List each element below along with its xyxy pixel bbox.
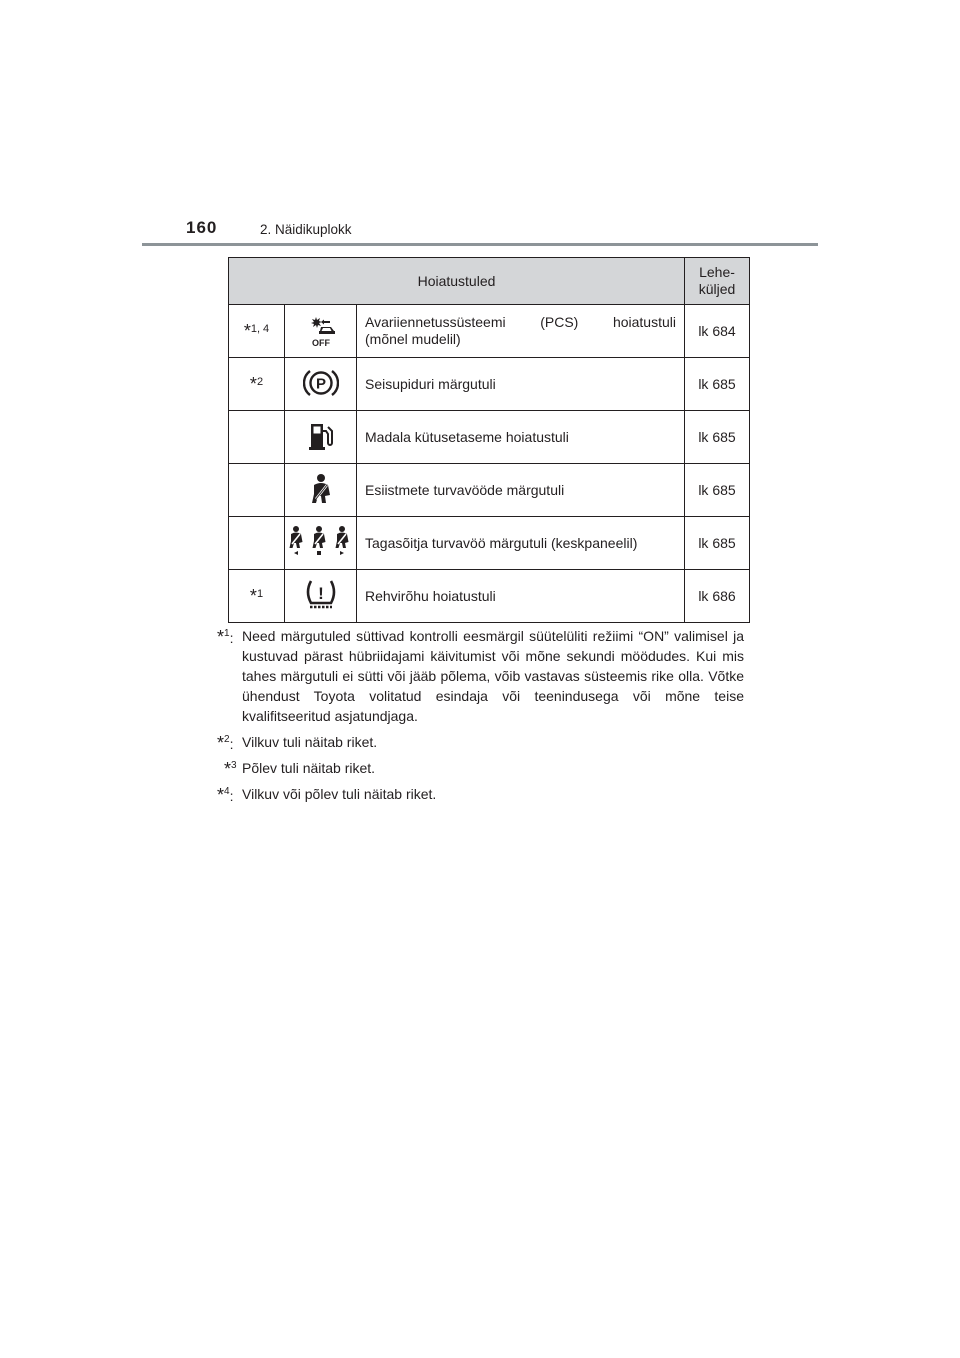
header-pages bbox=[685, 258, 750, 305]
parking-brake-icon bbox=[303, 368, 339, 398]
header-pages-text: Lehe- küljed bbox=[698, 264, 736, 297]
star-ref: *$^1$ bbox=[229, 570, 285, 623]
footnote bbox=[217, 758, 744, 778]
header-lights: Hoiatustuled bbox=[229, 258, 685, 305]
icon-cell bbox=[285, 411, 357, 464]
footnote-marker: *$^2$: bbox=[217, 733, 234, 753]
svg-text:P: P bbox=[315, 375, 326, 392]
icon-cell bbox=[285, 517, 357, 570]
table-row bbox=[229, 517, 750, 570]
row-page: lk 685 bbox=[685, 411, 750, 464]
row-page: lk 684 bbox=[685, 305, 750, 358]
footnote-text: Vilkuv või põlev tuli näitab riket. bbox=[242, 786, 437, 802]
star-ref: *$^{1, 4}$ bbox=[229, 305, 285, 358]
row-page: lk 685 bbox=[685, 464, 750, 517]
table-row bbox=[229, 358, 750, 411]
footnote-marker: *$^1$: bbox=[217, 627, 234, 647]
row-description: Avariiennetussüsteemi (PCS) hoiatustuli (mõnel mudelil) bbox=[357, 305, 685, 358]
footnote-marker: *$^4$: bbox=[217, 785, 234, 805]
row-description: Rehvirõhu hoiatustuli bbox=[357, 570, 685, 623]
header-rule bbox=[142, 243, 818, 246]
table-row bbox=[229, 570, 750, 623]
row-description: Esiistmete turvavööde märgutuli bbox=[357, 464, 685, 517]
svg-text:!: ! bbox=[317, 583, 324, 603]
seatbelt-icon bbox=[306, 473, 336, 505]
pcs-off-icon bbox=[304, 313, 338, 347]
rear-seatbelt-icon bbox=[286, 525, 356, 559]
fuel-pump-icon bbox=[307, 421, 335, 451]
footnote bbox=[217, 784, 744, 804]
footnote-text: Need märgutuled süttivad kontrolli eesmärgil süütelüliti režiimi “ON” valimisel ja kustuvad pärast hübriidajami käivitumist või mõne sekundi möödudes. Kui mis tahes märgutuli ei sütti või jääb põlema, võib vastavas süsteemis rike olla. Võtke ühendust Toyota volitatud esindaja või teenindusega või mõne teise kvalifitseeritud asjatundjaga. bbox=[242, 628, 744, 724]
row-description: Seisupiduri märgutuli bbox=[357, 358, 685, 411]
icon-cell bbox=[285, 358, 357, 411]
row-page: lk 686 bbox=[685, 570, 750, 623]
row-description: Tagasõitja turvavöö märgutuli (keskpaneelil) bbox=[357, 517, 685, 570]
footnote-text: Vilkuv tuli näitab riket. bbox=[242, 734, 378, 750]
chapter-title: 2. Näidikuplokk bbox=[260, 222, 352, 237]
svg-text:OFF: OFF bbox=[311, 337, 330, 347]
icon-cell bbox=[285, 570, 357, 623]
row-page: lk 685 bbox=[685, 517, 750, 570]
row-page: lk 685 bbox=[685, 358, 750, 411]
table-row bbox=[229, 464, 750, 517]
footnote bbox=[217, 626, 744, 726]
footnote bbox=[217, 732, 744, 752]
footnotes bbox=[217, 626, 744, 810]
table-row bbox=[229, 305, 750, 358]
icon-cell bbox=[285, 464, 357, 517]
star-ref bbox=[229, 517, 285, 570]
icon-cell bbox=[285, 305, 357, 358]
page-number: 160 bbox=[186, 218, 218, 237]
warning-lights-table bbox=[228, 257, 750, 623]
footnote-text: Põlev tuli näitab riket. bbox=[242, 760, 376, 776]
star-ref bbox=[229, 411, 285, 464]
row-description: Madala kütusetaseme hoiatustuli bbox=[357, 411, 685, 464]
star-ref: *$^2$ bbox=[229, 358, 285, 411]
footnote-marker: *$^3$ bbox=[224, 759, 237, 779]
star-ref bbox=[229, 464, 285, 517]
table-row bbox=[229, 411, 750, 464]
tire-pressure-icon bbox=[303, 578, 339, 612]
